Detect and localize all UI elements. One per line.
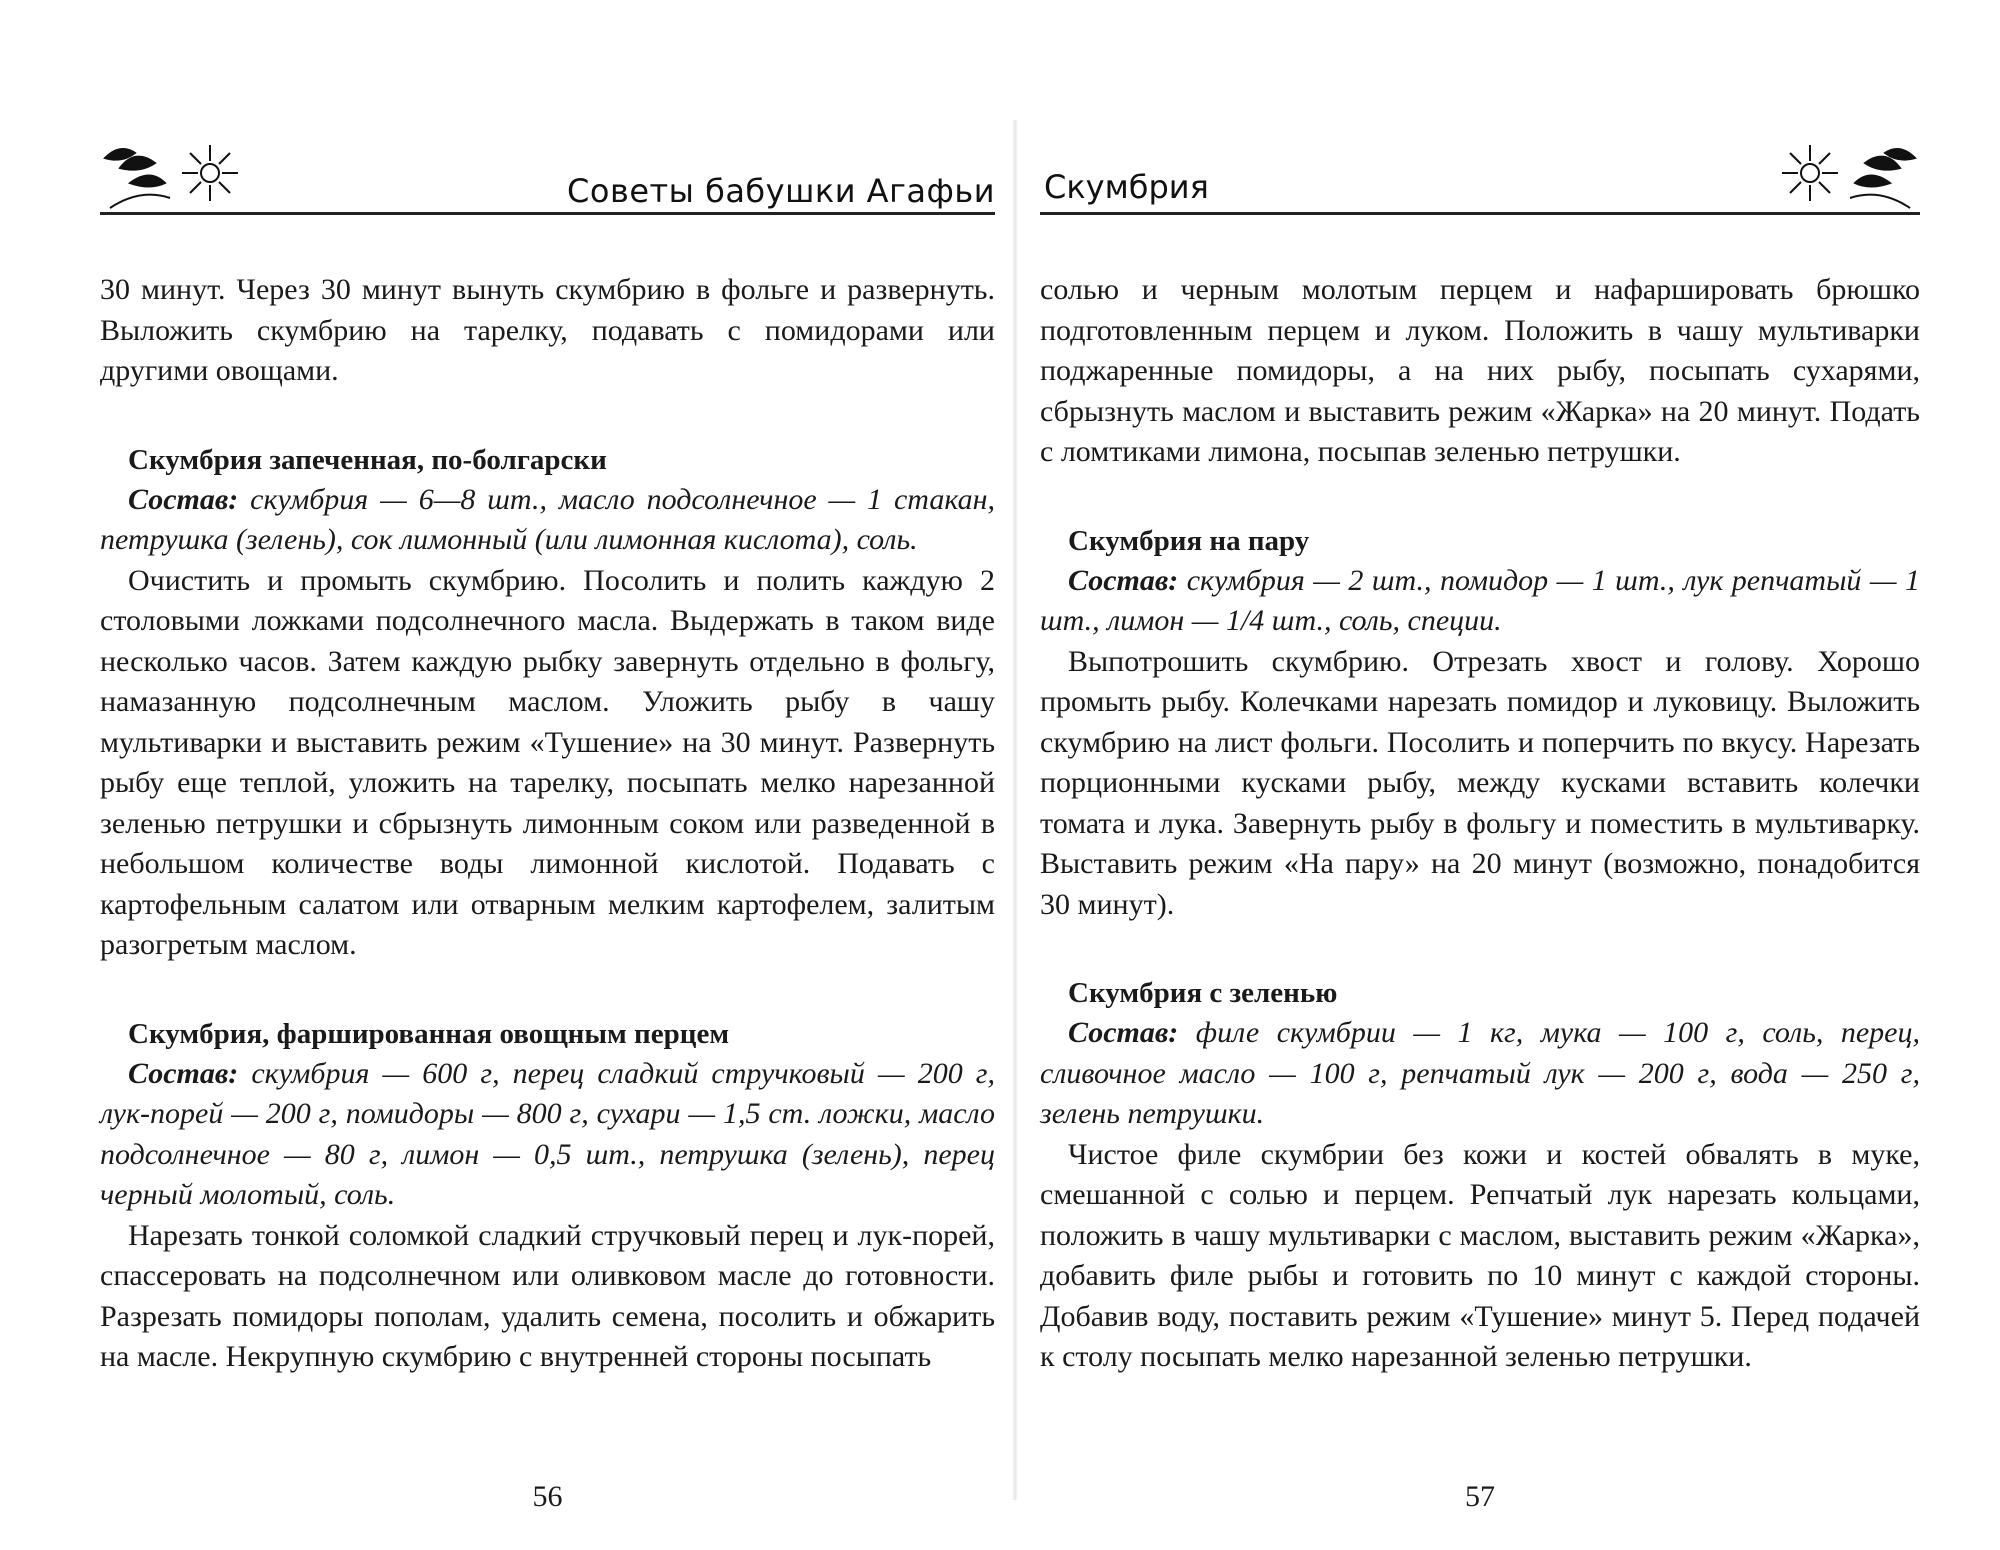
recipe-title: Скумбрия с зеленью	[1068, 977, 1338, 1009]
left-page-body	[100, 270, 995, 1378]
recipe-title: Скумбрия на пару	[1068, 524, 1310, 557]
continuation-paragraph: солью и черным молотым перцем и нафаршировать брюшко подготовленным перцем и луком. Положить в чашу мультиварки поджаренные помидоры, а на них рыбу, посыпать сухарями, сбрызнуть маслом и выставить режим «Жарка» на 20 минут. Подать с ломтиками лимона, посыпав зеленью петрушки.	[1040, 273, 1920, 468]
page-number: 57	[1465, 1480, 1495, 1513]
ingredients-label: Состав:	[128, 482, 239, 516]
left-page	[100, 0, 995, 1550]
header-rule	[1040, 212, 1920, 215]
book-gutter	[1012, 120, 1018, 1500]
flower-ornament-icon	[1760, 128, 1920, 218]
right-page-header	[1040, 128, 1920, 238]
recipe-ingredients	[100, 480, 995, 561]
ingredients-label: Состав:	[1068, 563, 1179, 597]
right-page	[1040, 0, 1920, 1550]
ingredients-text: филе скумбрии — 1 кг, мука — 100 г, соль, перец, сливочное масло — 100 г, репчатый лук — 200 г, вода — 250 г, зелень петрушки.	[1040, 1016, 1920, 1130]
ingredients-text: скумбрия — 6—8 шт., масло подсолнечное — 1 стакан, петрушка (зелень), сок лимонный (или лимонная кислота), соль.	[100, 482, 995, 556]
recipe-ingredients	[1040, 1013, 1920, 1135]
recipe-instructions: Очистить и промыть скумбрию. Посолить и полить каждую 2 столовыми ложками подсолнечного масла. Выдержать в таком виде несколько часов. Затем каждую рыбку завернуть отдельно в фольгу, намазанную подсолнечным маслом. Уложить рыбу в чашу мультиварки и выставить режим «Тушение» на 30 минут. Развернуть рыбу еще теплой, уложить на тарелку, посыпать мелко нарезанной зеленью петрушки и сбрызнуть лимонным соком или разведенной в небольшом количестве воды лимонной кислотой. Подавать с картофельным салатом или отварным мелким картофелем, залитым разогретым маслом.	[100, 563, 995, 961]
ingredients-text: скумбрия — 2 шт., помидор — 1 шт., лук репчатый — 1 шт., лимон — 1/4 шт., соль, специи.	[1040, 563, 1920, 637]
ingredients-label: Состав:	[128, 1056, 239, 1090]
header-rule	[100, 212, 995, 215]
recipe-title: Скумбрия запеченная, по-болгарски	[128, 443, 607, 476]
flower-ornament-icon	[100, 128, 260, 218]
running-header-title: Советы бабушки Агафьи	[567, 172, 995, 210]
right-page-body	[1040, 270, 1920, 1378]
ingredients-text: скумбрия — 600 г, перец сладкий стручковый — 200 г, лук-порей — 200 г, помидоры — 800 г, сухари — 1,5 ст. ложки, масло подсолнечное — 80 г, лимон — 0,5 шт., петрушка (зелень), перец черный молотый, соль.	[100, 1056, 996, 1211]
running-header-title: Скумбрия	[1044, 168, 1209, 206]
recipe-title: Скумбрия, фаршированная овощным перцем	[128, 1017, 730, 1050]
left-page-header	[100, 128, 995, 238]
page-number: 56	[532, 1480, 563, 1513]
ingredients-label: Состав:	[1068, 1016, 1179, 1049]
continuation-paragraph: 30 минут. Через 30 минут вынуть скумбрию в фольге и развернуть. Выложить скумбрию на тарелку, подавать с помидорами или другими овощами.	[100, 273, 995, 387]
recipe-instructions: Нарезать тонкой соломкой сладкий стручковый перец и лук-порей, спассеровать на подсолнечном или оливковом масле до готовности. Разрезать помидоры пополам, удалить семена, посолить и обжарить на масле. Некрупную скумбрию с внутренней стороны посыпать	[100, 1218, 995, 1373]
recipe-ingredients	[100, 1054, 995, 1216]
recipe-instructions: Выпотрошить скумбрию. Отрезать хвост и голову. Хорошо промыть рыбу. Колечками нарезать помидор и луковицу. Выложить скумбрию на лист фольги. Посолить и поперчить по вкусу. Нарезать порционными кусками рыбу, между кусками вставить колечки томата и лука. Завернуть рыбу в фольгу и поместить в мультиварку. Выставить режим «На пару» на 20 минут (возможно, понадобится 30 минут).	[1040, 644, 1920, 921]
recipe-ingredients	[1040, 561, 1920, 642]
recipe-instructions: Чистое филе скумбрии без кожи и костей обвалять в муке, смешанной с солью и перцем. Репчатый лук нарезать кольцами, положить в чашу мультиварки с маслом, выставить режим «Жарка», добавить филе рыбы и готовить по 10 минут с каждой стороны. Добавив воду, поставить режим «Тушение» минут 5. Перед подачей к столу посыпать мелко нарезанной зеленью петрушки.	[1040, 1137, 1920, 1373]
